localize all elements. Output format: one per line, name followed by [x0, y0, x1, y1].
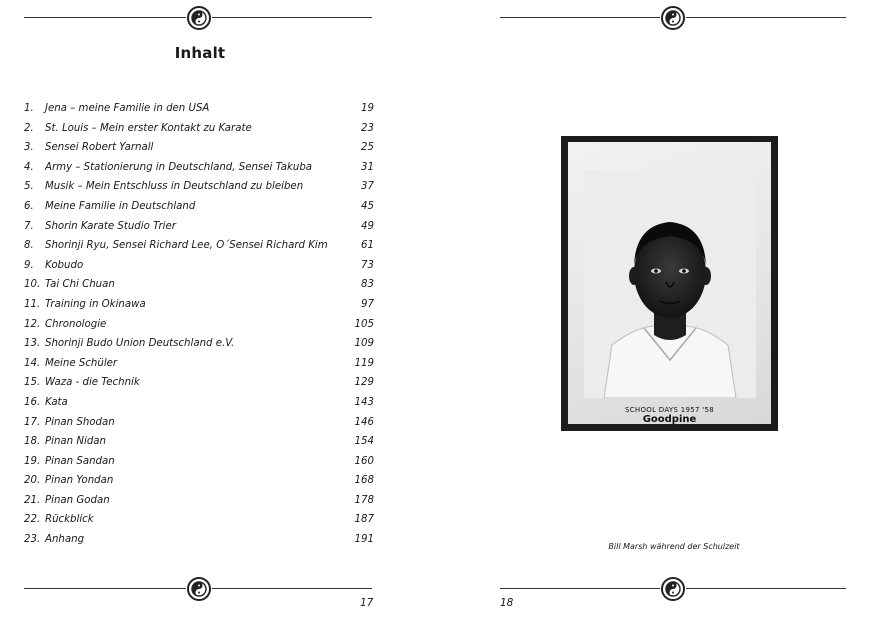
toc-entry-page: 160 — [354, 455, 374, 467]
table-of-contents — [24, 99, 376, 550]
toc-entry-page: 31 — [361, 161, 374, 173]
toc-entry-number: 21. — [24, 494, 41, 506]
header-rule-left — [500, 17, 660, 18]
toc-entry-page: 119 — [354, 357, 374, 369]
photo-card — [568, 142, 771, 424]
yin-yang-emblem-icon — [661, 6, 685, 30]
toc-entry — [24, 491, 376, 511]
toc-entry-page: 146 — [354, 416, 374, 428]
toc-entry-number: 19. — [24, 455, 41, 467]
toc-entry — [24, 393, 376, 413]
toc-entry-title: Pinan Nidan — [45, 436, 106, 448]
footer-rule-left — [500, 588, 660, 589]
toc-entry-page: 129 — [354, 377, 374, 389]
toc-entry — [24, 334, 376, 354]
toc-entry — [24, 315, 376, 335]
toc-entry-number: 13. — [24, 338, 41, 350]
toc-entry — [24, 217, 376, 237]
toc-entry-number: 10. — [24, 279, 41, 291]
header-rule-right — [212, 17, 372, 18]
toc-entry-title: Meine Familie in Deutschland — [45, 200, 196, 212]
toc-entry-title: Army – Stationierung in Deutschland, Sensei Takuba — [45, 161, 313, 173]
footer-rule-left — [24, 588, 186, 589]
toc-entry-title: Pinan Shodan — [45, 416, 115, 428]
toc-entry — [24, 295, 376, 315]
toc-entry-number: 1. — [24, 103, 34, 114]
toc-entry-number: 20. — [24, 475, 41, 487]
toc-entry-page: 25 — [361, 142, 374, 154]
toc-entry-title: Kata — [45, 396, 68, 408]
toc-entry-title: Tai Chi Chuan — [45, 279, 115, 291]
toc-entry-number: 2. — [24, 122, 34, 134]
toc-entry-number: 12. — [24, 318, 41, 330]
yin-yang-emblem-icon — [187, 6, 211, 30]
toc-entry — [24, 99, 376, 119]
toc-entry-title: Rückblick — [45, 514, 94, 526]
toc-entry — [24, 158, 376, 178]
toc-entry — [24, 354, 376, 374]
toc-entry-title: Sensei Robert Yarnall — [45, 142, 154, 154]
toc-entry-number: 22. — [24, 514, 41, 526]
toc-entry-page: 143 — [354, 396, 374, 408]
toc-entry — [24, 119, 376, 139]
toc-entry-page: 61 — [361, 240, 374, 252]
toc-entry-page: 187 — [354, 514, 374, 526]
toc-entry-page: 83 — [361, 279, 374, 291]
toc-entry — [24, 373, 376, 393]
school-portrait-photo — [561, 136, 778, 431]
toc-entry — [24, 452, 376, 472]
toc-entry-page: 73 — [361, 259, 374, 271]
toc-entry-number: 16. — [24, 396, 41, 408]
page-title: Inhalt — [174, 44, 226, 62]
toc-entry-number: 7. — [24, 220, 34, 232]
toc-entry-title: St. Louis – Mein erster Kontakt zu Karate — [45, 122, 252, 134]
toc-entry — [24, 197, 376, 217]
toc-entry — [24, 510, 376, 530]
portrait-image — [584, 170, 756, 398]
toc-entry-title: Training in Okinawa — [45, 298, 146, 310]
toc-entry-title: Pinan Yondan — [45, 475, 114, 487]
header-rule-right — [686, 17, 846, 18]
toc-entry-page: 109 — [354, 338, 374, 350]
toc-entry-page: 178 — [354, 494, 374, 506]
toc-entry — [24, 177, 376, 197]
toc-entry-page: 105 — [354, 318, 374, 330]
toc-entry — [24, 432, 376, 452]
toc-entry-number: 15. — [24, 377, 41, 389]
toc-entry-title: Shorinji Ryu, Sensei Richard Lee, O´Sensei Richard Kim — [45, 240, 328, 252]
footer-rule-right — [686, 588, 846, 589]
page-number: 17 — [360, 597, 374, 609]
toc-entry-number: 18. — [24, 436, 41, 448]
toc-entry-page: 37 — [361, 181, 374, 193]
toc-entry — [24, 236, 376, 256]
toc-entry-number: 11. — [24, 298, 41, 310]
toc-entry-number: 17. — [24, 416, 41, 428]
toc-entry — [24, 530, 376, 550]
toc-entry-title: Pinan Sandan — [45, 455, 115, 467]
toc-entry-title: Anhang — [45, 534, 85, 546]
toc-entry-page: 191 — [354, 534, 374, 546]
toc-entry — [24, 413, 376, 433]
toc-entry-number: 4. — [24, 161, 34, 173]
toc-entry-number: 5. — [24, 181, 34, 193]
photo-caption: Bill Marsh während der Schulzeit — [608, 542, 740, 551]
toc-entry — [24, 138, 376, 158]
toc-entry-title: Pinan Godan — [45, 494, 110, 506]
toc-entry — [24, 275, 376, 295]
toc-entry-title: Shorin Karate Studio Trier — [45, 220, 176, 232]
toc-entry-title: Jena – meine Familie in den USA — [45, 103, 210, 114]
toc-entry-number: 14. — [24, 357, 41, 369]
toc-entry-page: 49 — [361, 220, 374, 232]
toc-entry-page: 97 — [361, 298, 374, 310]
yin-yang-emblem-icon — [661, 577, 685, 601]
toc-entry-page: 19 — [361, 103, 374, 114]
page-number: 18 — [500, 597, 514, 609]
toc-entry-page: 168 — [354, 475, 374, 487]
toc-entry-page: 23 — [361, 122, 374, 134]
toc-entry-title: Kobudo — [45, 259, 84, 271]
toc-entry-number: 23. — [24, 534, 41, 546]
yin-yang-emblem-icon — [187, 577, 211, 601]
toc-entry-title: Shorinji Budo Union Deutschland e.V. — [45, 338, 235, 350]
toc-entry-title: Meine Schüler — [45, 357, 118, 369]
right-page — [440, 0, 879, 626]
toc-entry-number: 9. — [24, 259, 34, 271]
toc-entry-page: 154 — [354, 436, 374, 448]
toc-entry — [24, 256, 376, 276]
footer-rule-right — [212, 588, 372, 589]
toc-entry — [24, 471, 376, 491]
toc-entry-number: 3. — [24, 142, 34, 154]
toc-entry-page: 45 — [361, 200, 374, 212]
header-rule-left — [24, 17, 186, 18]
photo-stamp-year: SCHOOL DAYS 1957 '58 — [624, 406, 715, 414]
toc-entry-number: 8. — [24, 240, 34, 252]
photo-stamp-school: Goodpine — [642, 414, 697, 425]
toc-entry-title: Chronologie — [45, 318, 107, 330]
toc-entry-title: Waza - die Technik — [45, 377, 140, 389]
toc-entry-number: 6. — [24, 200, 34, 212]
toc-entry-title: Musik – Mein Entschluss in Deutschland zu bleiben — [45, 181, 304, 193]
